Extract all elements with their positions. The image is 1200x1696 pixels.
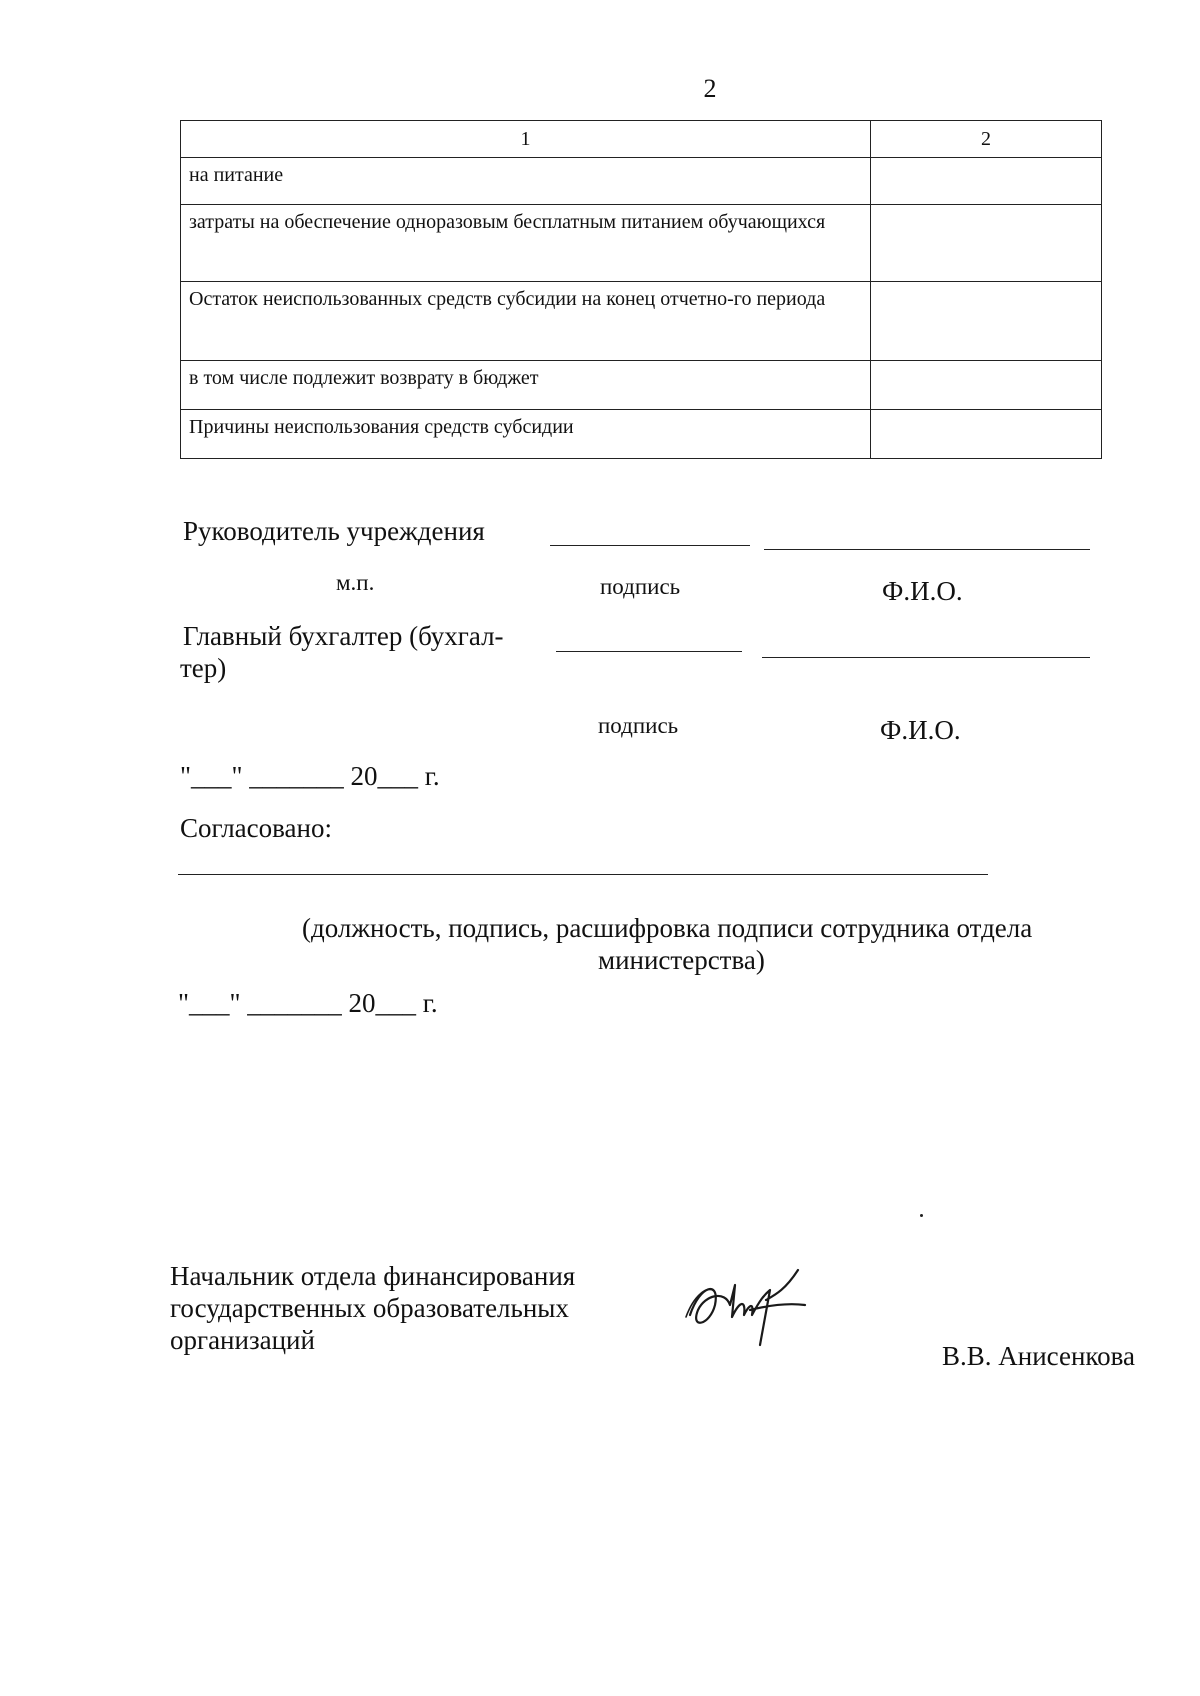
table-row [181, 410, 1102, 459]
table-row [181, 158, 1102, 205]
approval-caption-line1: (должность, подпись, расшифровка подписи сотрудника отдела [302, 913, 1033, 943]
signature-caption: подпись [600, 574, 681, 599]
footer-title-line1: Начальник отдела финансирования [170, 1261, 576, 1291]
accountant-label-line2: тер) [180, 653, 227, 683]
stamp-label: м.п. [336, 570, 375, 595]
signature-caption: подпись [598, 713, 679, 738]
name-caption: Ф.И.О. [882, 576, 963, 606]
footer-title-line2: государственных образовательных [170, 1293, 569, 1323]
table-row-label: на питание [181, 158, 871, 205]
approval-line [178, 874, 988, 875]
accountant-label-line1: Главный бухгалтер (бухгал- [183, 621, 504, 651]
table-row [181, 282, 1102, 361]
table-header-col-2: 2 [871, 121, 1102, 158]
table-row-value [871, 410, 1102, 459]
footer-title-line3: организаций [170, 1325, 315, 1355]
accountant-name-line [762, 657, 1090, 658]
head-label: Руководитель учреждения [183, 516, 485, 546]
name-caption: Ф.И.О. [880, 715, 961, 745]
approval-caption-line2: министерства) [598, 945, 765, 975]
table-row [181, 361, 1102, 410]
head-name-line [764, 549, 1090, 550]
table-row-label: Причины неиспользования средств субсидии [181, 410, 871, 459]
table-row-value [871, 158, 1102, 205]
table-row-label: затраты на обеспечение одноразовым бесплатным питанием обучающихся [181, 205, 871, 282]
page-number: 2 [703, 74, 717, 103]
table-row-label: в том числе подлежит возврату в бюджет [181, 361, 871, 410]
accountant-signature-line [556, 651, 742, 652]
table-header-row [181, 121, 1102, 158]
handwritten-signature [680, 1255, 820, 1355]
stray-dot [920, 1214, 923, 1217]
table-row-value [871, 361, 1102, 410]
table-row [181, 205, 1102, 282]
date-line: "___" _______ 20___ г. [180, 761, 440, 791]
approval-label: Согласовано: [180, 813, 332, 843]
subsidy-report-table [180, 120, 1102, 459]
signer-name: В.В. Анисенкова [942, 1341, 1136, 1371]
table-row-value [871, 205, 1102, 282]
table-header-col-1: 1 [181, 121, 871, 158]
approval-date-line: "___" _______ 20___ г. [178, 988, 438, 1018]
table-row-label: Остаток неиспользованных средств субсидии на конец отчетно-го периода [181, 282, 871, 361]
head-signature-line [550, 545, 750, 546]
table-row-value [871, 282, 1102, 361]
